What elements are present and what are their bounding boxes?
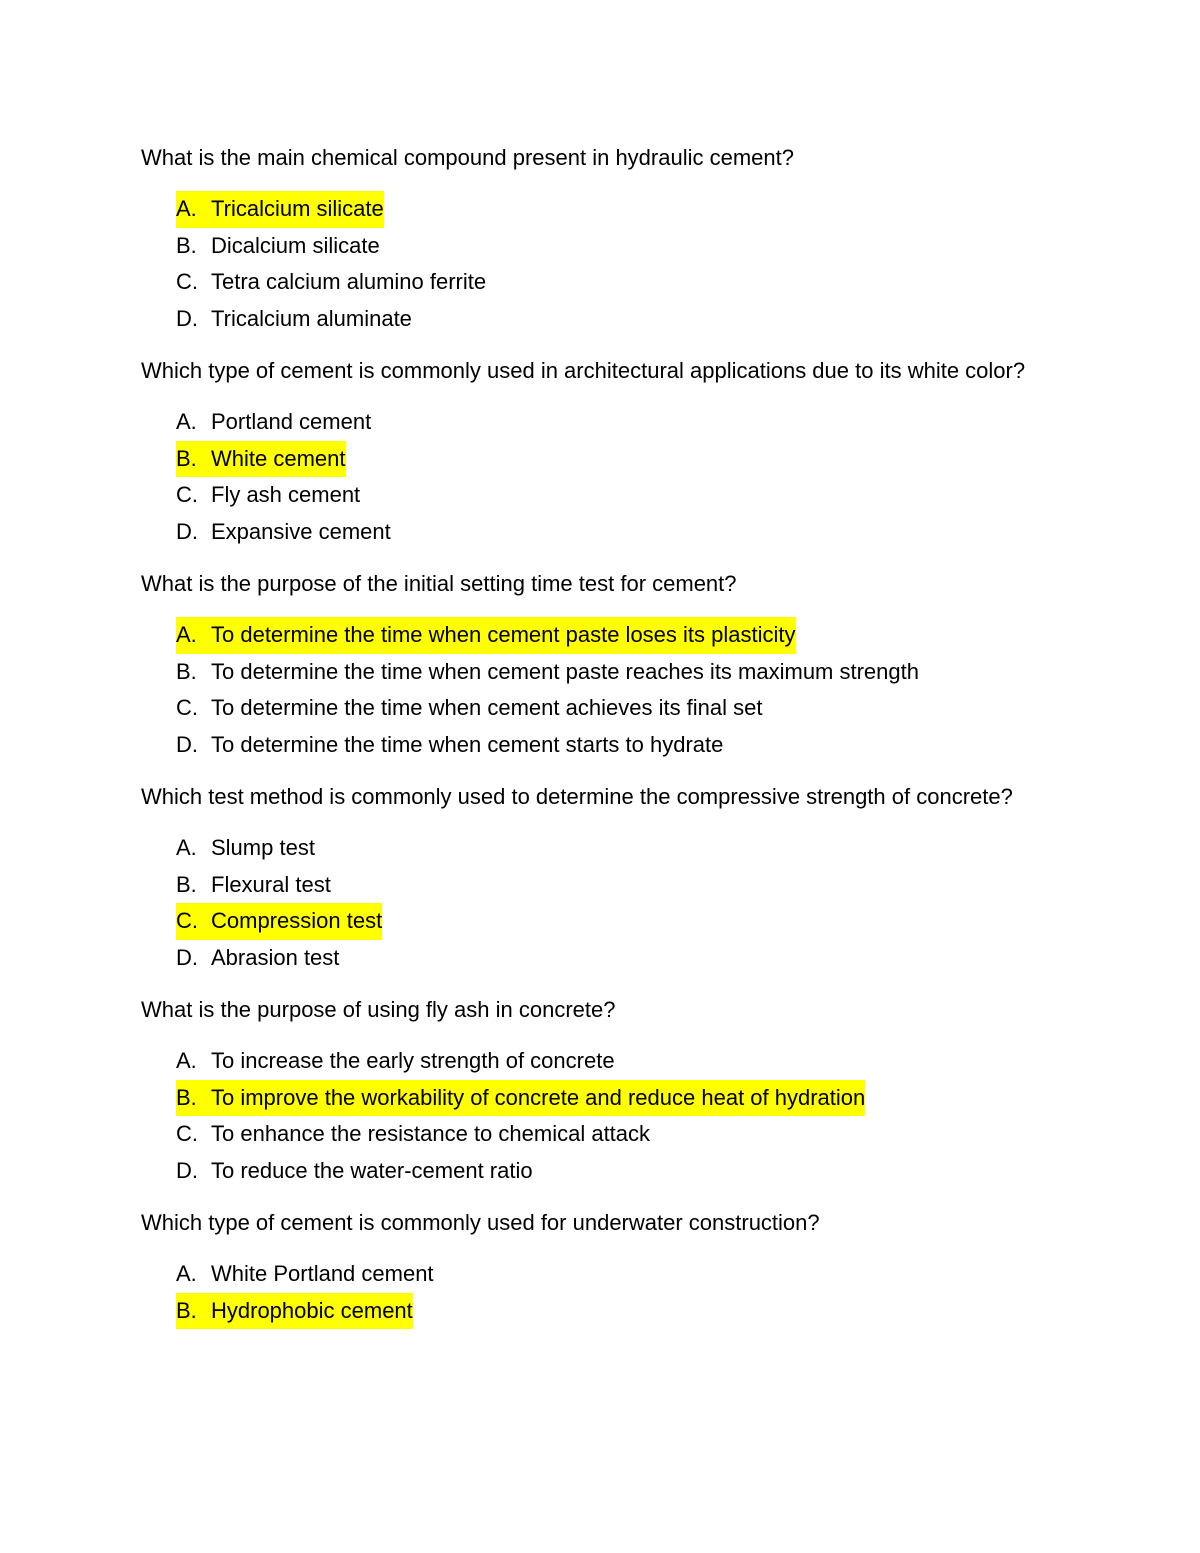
answer-option <box>176 690 763 727</box>
option-item <box>176 903 1041 940</box>
answer-option <box>176 1256 434 1293</box>
option-letter: C. <box>176 482 198 507</box>
option-list <box>141 404 1041 550</box>
answer-option <box>176 940 339 977</box>
question-text: What is the purpose of the initial setting time test for cement? <box>141 571 737 596</box>
document-body <box>141 140 1041 1345</box>
option-list <box>141 830 1041 976</box>
correct-answer-highlight <box>176 1080 865 1117</box>
option-list <box>141 191 1041 337</box>
option-item <box>176 477 1041 514</box>
option-text: Tricalcium silicate <box>211 196 384 221</box>
correct-answer-highlight <box>176 191 384 228</box>
correct-answer-highlight <box>176 441 346 478</box>
option-letter: D. <box>176 944 198 970</box>
option-item <box>176 690 1041 727</box>
answer-option <box>176 727 723 764</box>
option-list <box>141 617 1041 763</box>
option-text: Expansive cement <box>211 518 391 544</box>
option-letter: C. <box>176 695 198 720</box>
option-letter: B. <box>176 232 197 258</box>
option-item <box>176 228 1041 265</box>
option-letter: A. <box>176 196 197 221</box>
answer-option <box>176 1043 615 1080</box>
option-letter: A. <box>176 409 197 434</box>
option-letter: B. <box>176 445 197 471</box>
option-item <box>176 1153 1041 1190</box>
option-item <box>176 1256 1041 1293</box>
option-letter: A. <box>176 1048 197 1073</box>
option-text: To improve the workability of concrete and reduce heat of hydration <box>211 1084 866 1110</box>
option-text: Abrasion test <box>211 944 340 970</box>
option-list <box>141 1043 1041 1189</box>
option-letter: B. <box>176 871 197 897</box>
option-item <box>176 867 1041 904</box>
correct-answer-highlight <box>176 1293 413 1330</box>
option-text: To reduce the water-cement ratio <box>211 1157 533 1183</box>
option-letter: C. <box>176 908 198 933</box>
option-text: To determine the time when cement paste reaches its maximum strength <box>211 658 919 684</box>
option-text: Fly ash cement <box>211 482 361 507</box>
option-item <box>176 264 1041 301</box>
option-letter: D. <box>176 518 198 544</box>
option-item <box>176 404 1041 441</box>
answer-option <box>176 1153 533 1190</box>
option-letter: C. <box>176 1121 198 1146</box>
option-item <box>176 940 1041 977</box>
option-text: To increase the early strength of concrete <box>211 1048 615 1073</box>
option-text: Tricalcium aluminate <box>211 305 412 331</box>
option-letter: D. <box>176 305 198 331</box>
answer-option <box>176 477 360 514</box>
option-item <box>176 441 1041 478</box>
option-letter: D. <box>176 731 198 757</box>
option-letter: C. <box>176 269 198 294</box>
correct-answer-highlight <box>176 903 382 940</box>
option-letter: D. <box>176 1157 198 1183</box>
option-text: Portland cement <box>211 409 372 434</box>
answer-option <box>176 514 391 551</box>
option-item <box>176 191 1041 228</box>
option-text: To determine the time when cement paste loses its plasticity <box>211 622 796 647</box>
answer-option <box>176 301 412 338</box>
option-text: To determine the time when cement achieves its final set <box>211 695 763 720</box>
option-letter: B. <box>176 658 197 684</box>
option-text: To determine the time when cement starts to hydrate <box>211 731 724 757</box>
option-text: Slump test <box>211 835 315 860</box>
option-item <box>176 1116 1041 1153</box>
option-item <box>176 617 1041 654</box>
option-text: White cement <box>211 445 346 471</box>
option-item <box>176 1080 1041 1117</box>
option-list <box>141 1256 1041 1329</box>
option-text: Tetra calcium alumino ferrite <box>211 269 487 294</box>
answer-option <box>176 404 371 441</box>
option-text: Compression test <box>211 908 383 933</box>
option-text: White Portland cement <box>211 1261 434 1286</box>
option-item <box>176 830 1041 867</box>
question-text: What is the purpose of using fly ash in concrete? <box>141 997 616 1022</box>
question-text: Which type of cement is commonly used in architectural applications due to its white color? <box>141 358 1026 383</box>
option-letter: B. <box>176 1084 197 1110</box>
option-letter: A. <box>176 1261 197 1286</box>
option-text: Hydrophobic cement <box>211 1297 413 1323</box>
answer-option <box>176 867 331 904</box>
answer-option <box>176 228 380 265</box>
option-letter: A. <box>176 835 197 860</box>
answer-option <box>176 264 486 301</box>
question-text: Which type of cement is commonly used for underwater construction? <box>141 1210 820 1235</box>
correct-answer-highlight <box>176 617 796 654</box>
answer-option <box>176 1116 650 1153</box>
option-item <box>176 301 1041 338</box>
option-item <box>176 727 1041 764</box>
question-text: What is the main chemical compound present in hydraulic cement? <box>141 145 794 170</box>
option-item <box>176 654 1041 691</box>
option-text: To enhance the resistance to chemical attack <box>211 1121 651 1146</box>
answer-option <box>176 830 315 867</box>
answer-option <box>176 654 919 691</box>
option-letter: A. <box>176 622 197 647</box>
option-item <box>176 1043 1041 1080</box>
option-letter: B. <box>176 1297 197 1323</box>
option-text: Flexural test <box>211 871 331 897</box>
option-item <box>176 1293 1041 1330</box>
option-text: Dicalcium silicate <box>211 232 380 258</box>
option-item <box>176 514 1041 551</box>
question-text: Which test method is commonly used to determine the compressive strength of concrete? <box>141 784 1013 809</box>
